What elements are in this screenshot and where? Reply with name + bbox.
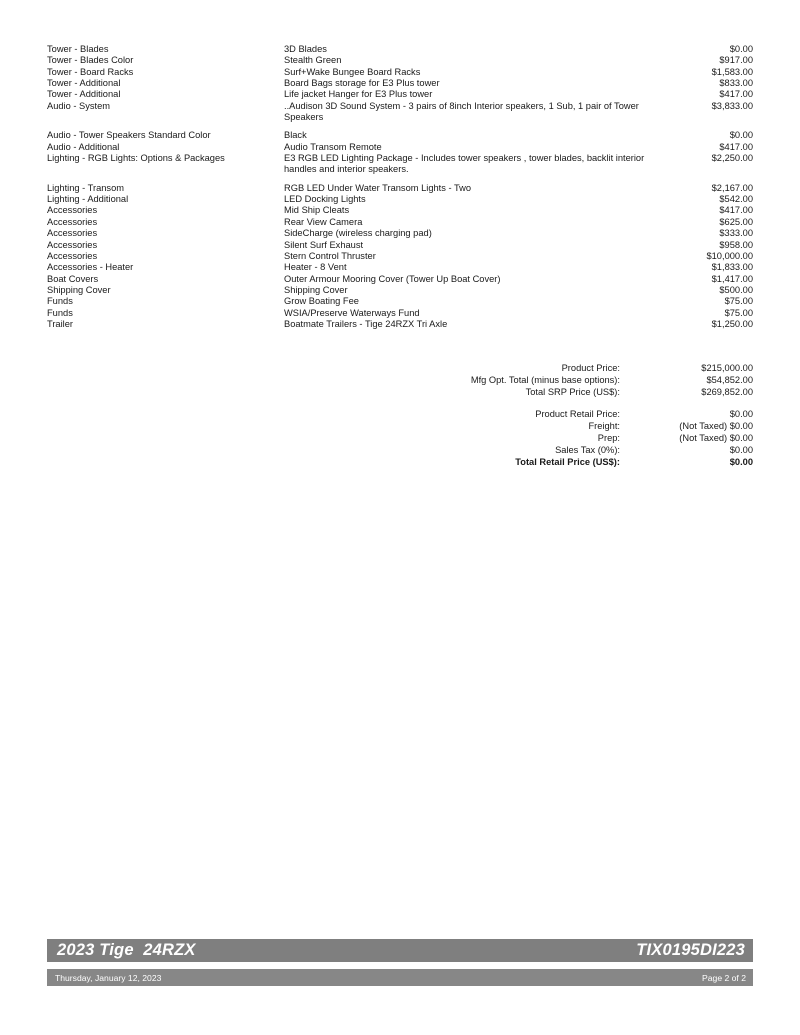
totals-row <box>330 363 753 375</box>
table-row <box>47 319 753 330</box>
totals-row <box>330 457 753 469</box>
table-row <box>47 296 753 307</box>
item-category: Accessories <box>47 239 98 250</box>
item-category: Shipping Cover <box>47 284 111 295</box>
table-row <box>47 285 753 296</box>
item-price: $1,417.00 <box>711 273 753 284</box>
item-category: Lighting - RGB Lights: Options & Packages <box>47 153 225 164</box>
item-price: $625.00 <box>719 216 753 227</box>
item-description: SideCharge (wireless charging pad) <box>284 228 432 239</box>
footer-model-title: 2023 Tige 24RZX <box>57 941 196 959</box>
totals-row <box>330 375 753 387</box>
item-description: Surf+Wake Bungee Board Racks <box>284 66 421 77</box>
totals-value: $0.00 <box>729 409 753 420</box>
totals-value: $269,852.00 <box>701 386 753 397</box>
item-price: $3,833.00 <box>711 100 753 111</box>
item-price: $2,250.00 <box>711 153 753 164</box>
item-price: $1,250.00 <box>711 318 753 329</box>
item-price: $75.00 <box>724 307 753 318</box>
totals-label: Total SRP Price (US$): <box>525 386 620 397</box>
item-description: Life jacket Hanger for E3 Plus tower <box>284 89 433 100</box>
item-price: $1,583.00 <box>711 66 753 77</box>
item-description: 3D Blades <box>284 44 327 54</box>
totals-row <box>330 433 753 445</box>
totals-value: (Not Taxed) $0.00 <box>679 421 753 432</box>
table-row <box>47 44 753 55</box>
totals-value: $215,000.00 <box>701 363 753 373</box>
totals-label: Freight: <box>588 421 620 432</box>
item-price: $333.00 <box>719 228 753 239</box>
table-row <box>47 274 753 285</box>
table-row <box>47 153 753 176</box>
item-price: $542.00 <box>719 194 753 205</box>
line-items-body <box>47 44 753 330</box>
table-row <box>47 55 753 66</box>
item-price: $0.00 <box>729 44 753 54</box>
line-items-table <box>47 44 753 330</box>
item-description: Rear View Camera <box>284 216 363 227</box>
table-row <box>47 228 753 239</box>
item-category: Boat Covers <box>47 273 99 284</box>
table-row <box>47 183 753 194</box>
item-description: E3 RGB LED Lighting Package - Includes tower speakers , tower blades, backlit interior handles and interior speakers. <box>284 153 645 175</box>
item-category: Accessories <box>47 216 98 227</box>
item-price: $2,167.00 <box>711 182 753 193</box>
item-price: $10,000.00 <box>706 250 753 261</box>
item-category: Tower - Blades Color <box>47 55 134 66</box>
totals-label: Prep: <box>597 432 620 443</box>
item-description: Mid Ship Cleats <box>284 205 350 216</box>
item-category: Tower - Additional <box>47 78 121 89</box>
item-price: $417.00 <box>719 89 753 100</box>
item-price: $417.00 <box>719 205 753 216</box>
totals-value: $0.00 <box>729 444 753 455</box>
item-price: $500.00 <box>719 284 753 295</box>
totals-label: Total Retail Price (US$): <box>515 456 620 467</box>
totals-label: Product Retail Price: <box>535 409 620 420</box>
totals-row <box>330 421 753 433</box>
item-category: Lighting - Transom <box>47 182 124 193</box>
row-spacer <box>47 123 753 130</box>
footer-date: Thursday, January 12, 2023 <box>55 972 162 983</box>
item-category: Accessories <box>47 250 98 261</box>
item-description: Outer Armour Mooring Cover (Tower Up Boat Cover) <box>284 273 501 284</box>
item-price: $958.00 <box>719 239 753 250</box>
item-price: $917.00 <box>719 55 753 66</box>
table-row <box>47 78 753 89</box>
item-category: Trailer <box>47 318 73 329</box>
table-row <box>47 308 753 319</box>
item-description: Grow Boating Fee <box>284 296 359 307</box>
item-description: Black <box>284 130 307 141</box>
table-row <box>47 89 753 100</box>
item-description: Stealth Green <box>284 55 342 66</box>
totals-label: Sales Tax (0%): <box>555 444 620 455</box>
item-price: $1,833.00 <box>711 262 753 273</box>
totals-value: $54,852.00 <box>706 374 753 385</box>
item-description: Audio Transom Remote <box>284 141 382 152</box>
item-description: Shipping Cover <box>284 284 348 295</box>
totals-table <box>330 363 753 468</box>
totals-label: Product Price: <box>561 363 620 373</box>
item-description: Silent Surf Exhaust <box>284 239 364 250</box>
item-category: Lighting - Additional <box>47 194 129 205</box>
item-description: LED Docking Lights <box>284 194 366 205</box>
totals-value: (Not Taxed) $0.00 <box>679 432 753 443</box>
footer-model-bar <box>47 939 753 962</box>
item-description: Board Bags storage for E3 Plus tower <box>284 78 440 89</box>
table-row <box>47 142 753 153</box>
table-row <box>47 217 753 228</box>
table-row <box>47 205 753 216</box>
table-row <box>47 194 753 205</box>
item-category: Accessories - Heater <box>47 262 134 273</box>
totals-label: Mfg Opt. Total (minus base options): <box>470 374 620 385</box>
item-category: Tower - Blades <box>47 44 109 54</box>
table-row <box>47 101 753 124</box>
item-description: ..Audison 3D Sound System - 3 pairs of 8inch Interior speakers, 1 Sub, 1 pair of Tower Speakers <box>284 100 639 123</box>
totals-row <box>330 445 753 457</box>
item-description: WSIA/Preserve Waterways Fund <box>284 307 420 318</box>
item-price: $0.00 <box>729 130 753 141</box>
item-category: Funds <box>47 296 73 307</box>
item-category: Accessories <box>47 228 98 239</box>
item-price: $75.00 <box>724 296 753 307</box>
table-row <box>47 67 753 78</box>
item-category: Audio - Tower Speakers Standard Color <box>47 130 211 141</box>
item-description: Heater - 8 Vent <box>284 262 347 273</box>
item-category: Audio - System <box>47 100 111 111</box>
totals-row <box>330 387 753 399</box>
row-spacer <box>47 176 753 183</box>
item-price: $417.00 <box>719 141 753 152</box>
totals-row <box>330 409 753 421</box>
footer-page-number: Page 2 of 2 <box>702 972 746 983</box>
item-category: Accessories <box>47 205 98 216</box>
table-row <box>47 240 753 251</box>
totals-body <box>330 363 753 468</box>
item-category: Funds <box>47 307 73 318</box>
table-row <box>47 262 753 273</box>
item-description: RGB LED Under Water Transom Lights - Two <box>284 182 472 193</box>
item-price: $833.00 <box>719 78 753 89</box>
item-description: Boatmate Trailers - Tige 24RZX Tri Axle <box>284 318 448 329</box>
item-description: Stern Control Thruster <box>284 250 376 261</box>
totals-value: $0.00 <box>729 456 753 467</box>
footer-meta-bar <box>47 969 753 986</box>
item-category: Audio - Additional <box>47 141 120 152</box>
footer-quote-id: TIX0195DI223 <box>636 941 745 959</box>
item-category: Tower - Additional <box>47 89 121 100</box>
table-row <box>47 251 753 262</box>
totals-spacer <box>330 398 753 409</box>
table-row <box>47 130 753 141</box>
item-category: Tower - Board Racks <box>47 66 134 77</box>
